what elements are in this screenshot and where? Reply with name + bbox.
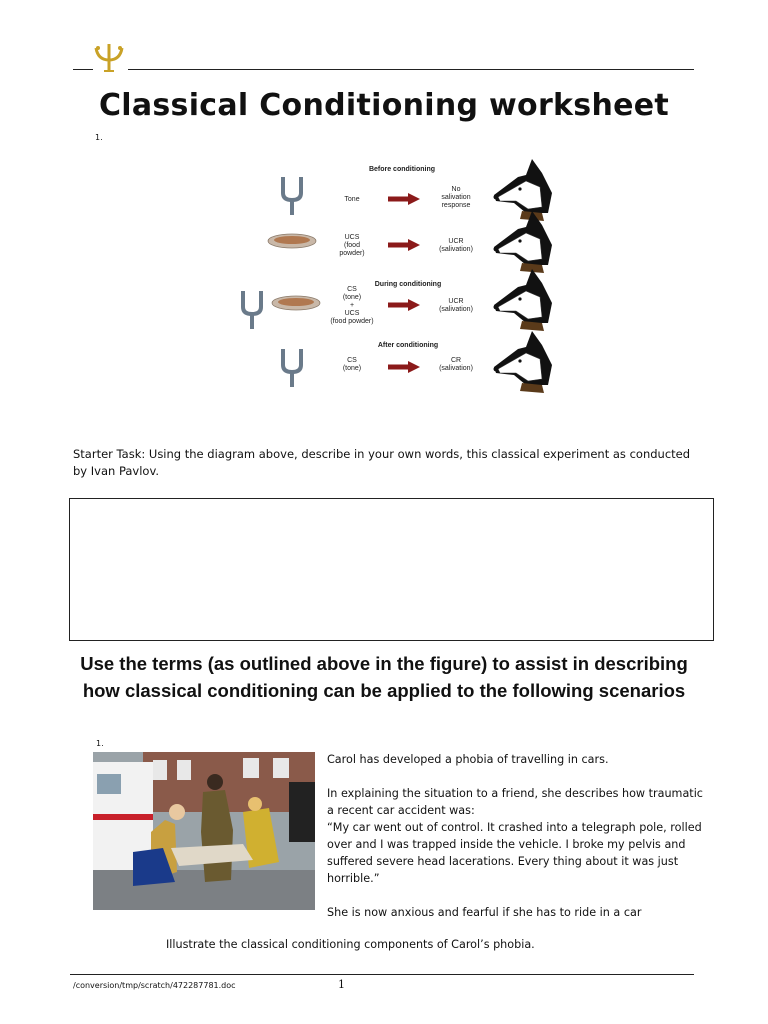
row1-response-3: response (441, 202, 471, 209)
header-rule-right (128, 69, 694, 70)
illustrate-instruction: Illustrate the classical conditioning components of Carol’s phobia. (166, 938, 535, 951)
row3-stimulus-1: CS (347, 286, 357, 293)
header-rule-left (73, 69, 93, 70)
page-number: 1 (338, 978, 345, 991)
scenario-text (327, 751, 707, 938)
row4-response-1: CR (450, 357, 462, 364)
scenario-quote: “My car went out of control. It crashed into a telegraph pole, rolled over and I was trapped inside the vehicle. I broke my pelvis and suffered severe head lacerations. Every thing about it was just horrible.” (327, 821, 702, 885)
footer-rule (70, 974, 694, 975)
diagram-before-heading: Before conditioning (368, 166, 436, 173)
instructions-heading: Use the terms (as outlined above in the figure) to assist in describing how classical conditioning can be applied to the following scenarios (80, 653, 688, 701)
row3-stimulus-5: (food powder) (330, 318, 374, 325)
starter-task: Starter Task: Using the diagram above, describe in your own words, this classical experiment as conducted by Ivan Pavlov. (73, 447, 691, 478)
accident-scene-photo (93, 752, 315, 910)
row2-stimulus-3: powder) (339, 250, 365, 257)
scenario-number: 1. (96, 739, 104, 748)
answer-box[interactable] (69, 498, 714, 641)
diagram-number: 1. (95, 133, 103, 142)
row1-response-1: No (451, 186, 461, 193)
footer-file-path: /conversion/tmp/scratch/472287781.doc (73, 981, 236, 990)
row4-stimulus-1: CS (347, 357, 357, 364)
row1-stimulus: Tone (344, 196, 360, 203)
psi-symbol-icon (92, 40, 126, 74)
diagram-after-heading: After conditioning (377, 342, 439, 349)
row2-stimulus-1: UCS (344, 234, 360, 241)
row3-stimulus-3: + (349, 302, 355, 309)
pavlov-diagram (212, 155, 578, 405)
row3-stimulus-4: UCS (344, 310, 360, 317)
scenario-closing: She is now anxious and fearful if she has to ride in a car (327, 906, 642, 919)
row3-response-2: (salivation) (439, 306, 473, 313)
row2-response-2: (salivation) (439, 246, 473, 253)
row4-response-2: (salivation) (439, 365, 473, 372)
row3-stimulus-2: (tone) (342, 294, 362, 301)
page-title: Classical Conditioning worksheet (98, 88, 670, 123)
row2-response-1: UCR (448, 238, 464, 245)
row1-response-2: salivation (441, 194, 471, 201)
row3-response-1: UCR (448, 298, 464, 305)
row2-stimulus-2: (food (344, 242, 360, 249)
scenario-intro: Carol has developed a phobia of travelling in cars. (327, 753, 609, 766)
row4-stimulus-2: (tone) (342, 365, 362, 372)
scenario-explain: In explaining the situation to a friend, she describes how traumatic a recent car accident was: (327, 787, 703, 817)
diagram-during-heading: During conditioning (374, 281, 442, 288)
